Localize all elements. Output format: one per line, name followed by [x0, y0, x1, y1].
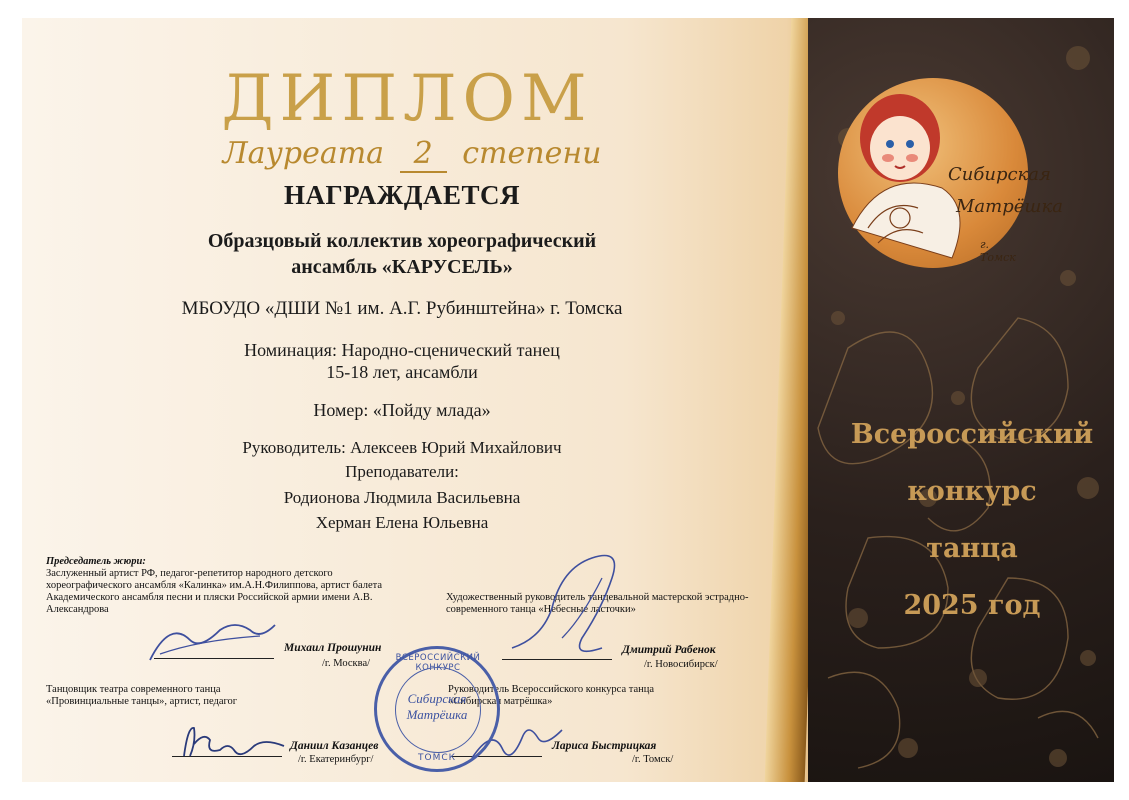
logo-line2: Матрёшка: [956, 196, 1063, 217]
stamp-center-1: Сибирская: [407, 691, 467, 706]
signature-1: [140, 610, 280, 670]
subtitle-suffix: степени: [462, 136, 602, 171]
jury-4-name: Лариса Быстрицкая: [552, 740, 657, 752]
stamp-center-2: Матрёшка: [406, 707, 468, 722]
subtitle-prefix: Лауреата: [222, 136, 385, 171]
matryoshka-logo: [838, 78, 1063, 268]
diploma-title: ДИПЛОМ: [221, 62, 593, 136]
jury-4-description: Руководитель Всероссийского конкурса танца «Сибирская матрёшка»: [448, 684, 655, 707]
jury-1-description: Заслуженный артист РФ, педагог-репетитор народного детского хореографического ансамбля «Калинка» им.А.Н.Филиппова, артист балета Академического ансамбля песни и пляски Российской армии имени А.В. Александрова: [46, 568, 382, 615]
signature-2: [502, 548, 652, 658]
nomination-line1: Номинация: Народно-сценический танец: [244, 340, 560, 360]
leader: Руководитель: Алексеев Юрий Михайлович: [242, 438, 562, 457]
stamp-ring-text: ВСЕРОССИЙСКИЙ КОНКУРС: [395, 653, 481, 673]
jury-3-city: /г. Екатеринбург/: [298, 754, 374, 765]
jury-3-description: Танцовщик театра современного танца «Провинциальные танцы», артист, педагог: [46, 684, 238, 707]
diploma-subtitle: [212, 136, 612, 173]
contest-line3: танца: [926, 533, 1018, 564]
stamp-bottom-text: ТОМСК: [417, 753, 457, 763]
number-title: Номер: «Пойду млада»: [313, 400, 491, 420]
jury-3-name: Даниил Казанцев: [290, 740, 379, 752]
jury-2-description: Художественный руководитель танцевальной мастерской эстрадно-современного танца «Небесные ласточки»: [446, 592, 749, 615]
signature-3: [172, 716, 292, 766]
jury-4-city: /г. Томск/: [632, 754, 674, 765]
contest-line2: конкурс: [907, 476, 1037, 507]
teacher-1: Родионова Людмила Васильевна: [283, 488, 521, 507]
recipient-line1: Образцовый коллектив хореографический: [207, 230, 597, 252]
contest-title: [832, 406, 1112, 634]
degree-number: 2: [400, 136, 447, 173]
awarded-heading: НАГРАЖДАЕТСЯ: [283, 180, 520, 210]
logo-city: г. Томск: [980, 238, 1016, 264]
contest-line4: 2025 год: [903, 590, 1041, 621]
contest-line1: Всероссийский: [850, 419, 1094, 450]
jury-2-name: Дмитрий Рабенок: [622, 644, 716, 656]
diploma-sheet: [22, 18, 1114, 782]
school-name: МБОУДО «ДШИ №1 им. А.Г. Рубинштейна» г. Томска: [181, 298, 623, 319]
logo-line1: Сибирская: [948, 164, 1051, 185]
teacher-2: Херман Елена Юльевна: [315, 513, 489, 532]
jury-1-name: Михаил Прошунин: [284, 642, 382, 654]
signature-line-2: [502, 659, 612, 660]
jury-chair-heading: Председатель жюри:: [46, 556, 146, 567]
jury-1-city: /г. Москва/: [322, 658, 371, 669]
nomination-line2: 15-18 лет, ансамбли: [326, 362, 478, 382]
official-stamp: [374, 646, 500, 772]
recipient-line2: ансамбль «КАРУСЕЛЬ»: [291, 256, 513, 278]
jury-2-city: /г. Новосибирск/: [644, 659, 718, 670]
teachers-label: Преподаватели:: [345, 462, 459, 481]
